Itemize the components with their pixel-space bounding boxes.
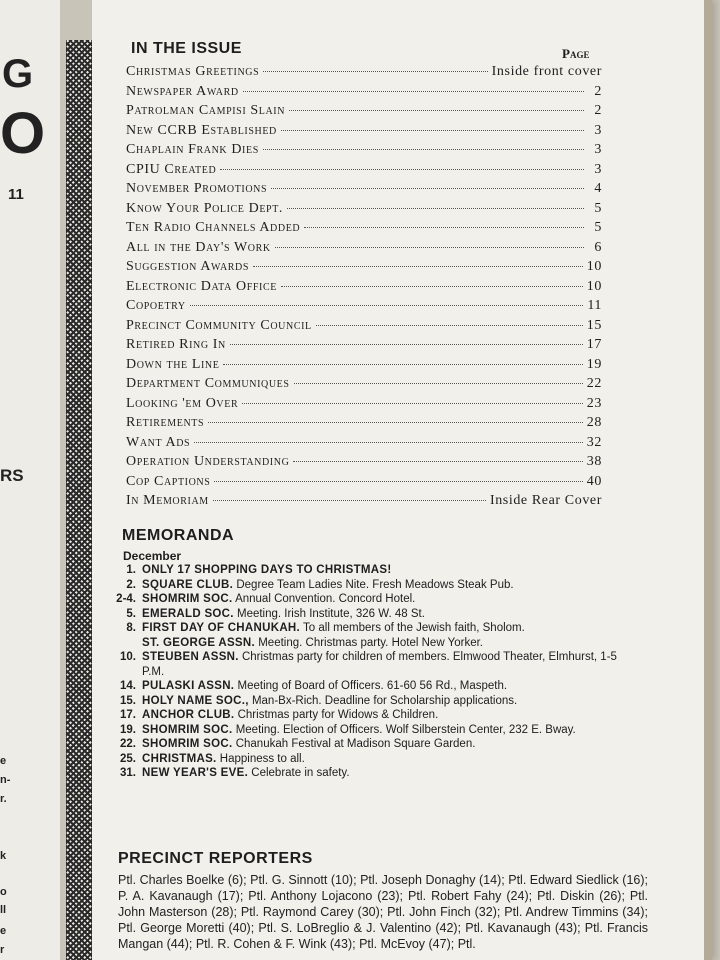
memoranda-detail: Man-Bx-Rich. Deadline for Scholarship applications. xyxy=(251,694,518,707)
toc-entry-page: 3 xyxy=(594,161,602,177)
memoranda-entry xyxy=(106,592,636,607)
memoranda-day: 31. xyxy=(120,767,136,779)
toc-entry-title: Copoetry xyxy=(126,298,186,313)
memoranda-org: SHOMRIM SOC. xyxy=(142,738,233,750)
toc-entry xyxy=(126,298,602,318)
precinct-reporters-heading: PRECINCT REPORTERS xyxy=(118,850,313,867)
toc-entry-page: 10 xyxy=(586,259,602,274)
memoranda-day: 1. xyxy=(126,564,136,576)
toc-leader-dots xyxy=(316,325,583,326)
table-of-contents xyxy=(126,64,602,513)
hatched-border xyxy=(66,40,92,960)
memoranda-day: 8. xyxy=(126,622,136,634)
toc-entry-title: Patrolman Campisi Slain xyxy=(126,103,286,118)
toc-leader-dots xyxy=(220,169,584,170)
memoranda-org: EMERALD SOC. xyxy=(142,607,234,620)
toc-entry xyxy=(126,279,602,299)
toc-entry-title: Electronic Data Office xyxy=(126,278,277,294)
toc-entry-title: Retirements xyxy=(126,415,205,430)
memoranda-event xyxy=(142,737,636,752)
memoranda-heading: MEMORANDA xyxy=(122,527,235,544)
memoranda-org: HOLY NAME SOC., xyxy=(142,694,249,707)
toc-entry-page: 6 xyxy=(594,239,602,255)
prev-page-letter: r. xyxy=(0,793,7,805)
toc-leader-dots xyxy=(287,208,584,209)
memoranda-org: STEUBEN ASSN. xyxy=(142,651,239,663)
toc-entry xyxy=(126,84,602,104)
toc-entry-title: Precinct Community Council xyxy=(126,317,312,333)
toc-entry-title: Ten Radio Channels Added xyxy=(126,220,301,235)
toc-leader-dots xyxy=(289,110,584,111)
memoranda-day: 22. xyxy=(120,738,136,750)
memoranda-org: ST. GEORGE ASSN. xyxy=(142,636,256,649)
toc-entry xyxy=(126,240,602,260)
toc-entry xyxy=(126,123,602,143)
toc-entry xyxy=(126,162,602,182)
toc-entry-page: 2 xyxy=(594,83,602,99)
memoranda-detail: Meeting. Irish Institute, 326 W. 48 St. xyxy=(236,607,425,620)
memoranda-detail: Christmas party for children of members. Elmwood Theater, Elmhurst, 1-5 P.M. xyxy=(142,651,617,678)
memoranda-list xyxy=(106,563,636,781)
toc-entry-page: 32 xyxy=(586,434,602,450)
toc-entry-page: 23 xyxy=(586,395,602,411)
toc-entry-page: 17 xyxy=(586,337,602,352)
memoranda-detail: Meeting. Christmas party. Hotel New Yorker. xyxy=(258,636,483,649)
memoranda-event xyxy=(142,621,636,636)
memoranda-entry xyxy=(106,636,636,651)
page-edge xyxy=(704,0,712,960)
toc-entry-page: 38 xyxy=(586,454,602,469)
memoranda-entry xyxy=(106,752,636,767)
toc-entry xyxy=(126,337,602,357)
memoranda-month: December xyxy=(123,549,182,563)
memoranda-entry xyxy=(106,679,636,694)
toc-entry-page: Inside front cover xyxy=(491,64,602,79)
toc-entry-page: 10 xyxy=(586,278,602,294)
toc-entry xyxy=(126,318,602,338)
toc-entry xyxy=(126,181,602,201)
memoranda-day: 25. xyxy=(120,752,136,765)
memoranda-detail: Happiness to all. xyxy=(219,752,305,765)
memoranda-entry xyxy=(106,607,636,622)
toc-heading: IN THE ISSUE xyxy=(131,40,242,57)
memoranda-event xyxy=(142,563,636,578)
memoranda-entry xyxy=(106,766,636,781)
toc-entry xyxy=(126,64,602,84)
toc-entry xyxy=(126,220,602,240)
toc-entry xyxy=(126,415,602,435)
memoranda-entry xyxy=(106,723,636,738)
memoranda-entry xyxy=(106,578,636,593)
prev-page-letter-o: O xyxy=(0,101,46,166)
memoranda-detail: To all members of the Jewish faith, Sholom. xyxy=(303,622,525,634)
toc-page-column-label: Page xyxy=(562,46,590,61)
memoranda-day: 5. xyxy=(126,607,136,620)
memoranda-org: SHOMRIM SOC. xyxy=(142,723,233,736)
memoranda-day: 15. xyxy=(120,694,136,707)
toc-leader-dots xyxy=(275,247,584,248)
toc-leader-dots xyxy=(281,130,584,131)
toc-entry-page: 11 xyxy=(587,298,602,313)
prev-page-letter: e xyxy=(0,925,7,937)
toc-entry-page: 5 xyxy=(594,200,602,216)
memoranda-entry xyxy=(106,563,636,578)
toc-entry-title: November Promotions xyxy=(126,181,268,196)
memoranda-event xyxy=(142,607,636,622)
memoranda-day xyxy=(106,636,142,651)
prev-page-letter: ll xyxy=(0,904,7,916)
toc-entry-title: Know Your Police Dept. xyxy=(126,200,284,216)
toc-entry-title: Down the Line xyxy=(126,356,220,372)
toc-entry xyxy=(126,103,602,123)
prev-page-letter: k xyxy=(0,850,7,862)
toc-entry xyxy=(126,396,602,416)
memoranda-event xyxy=(142,592,636,607)
memoranda-entry xyxy=(106,694,636,709)
memoranda-detail: Celebrate in safety. xyxy=(251,767,350,779)
toc-leader-dots xyxy=(223,364,582,365)
toc-entry xyxy=(126,259,602,279)
memoranda-detail: Christmas party for Widows & Children. xyxy=(237,709,439,721)
toc-leader-dots xyxy=(214,481,582,482)
memoranda-day: 17. xyxy=(120,709,136,721)
toc-entry-page: 15 xyxy=(586,317,602,333)
toc-entry-title: Chaplain Frank Dies xyxy=(126,142,259,157)
toc-entry-title: Newspaper Award xyxy=(126,83,239,99)
toc-entry-title: Retired Ring In xyxy=(126,337,226,352)
memoranda-org: NEW YEAR'S EVE. xyxy=(142,767,249,779)
toc-entry-page: 2 xyxy=(594,103,602,118)
toc-entry-title: All in the Day's Work xyxy=(126,239,271,255)
memoranda-day: 14. xyxy=(120,680,136,692)
memoranda-event xyxy=(142,766,636,781)
toc-entry xyxy=(126,493,602,513)
toc-entry-title: Department Communiques xyxy=(126,376,290,391)
toc-entry xyxy=(126,474,602,494)
memoranda-detail: Meeting of Board of Officers. 61-60 56 Rd., Maspeth. xyxy=(237,680,508,692)
toc-entry-title: Looking 'em Over xyxy=(126,395,239,411)
toc-entry-page: 3 xyxy=(594,122,602,138)
memoranda-org: CHRISTMAS. xyxy=(142,752,217,765)
toc-entry-page: 3 xyxy=(594,142,602,157)
toc-entry xyxy=(126,454,602,474)
memoranda-entry xyxy=(106,621,636,636)
toc-entry-title: Christmas Greetings xyxy=(126,64,260,79)
toc-leader-dots xyxy=(293,461,582,462)
memoranda-org: FIRST DAY OF CHANUKAH. xyxy=(142,622,301,634)
toc-entry-title: Want Ads xyxy=(126,434,191,450)
toc-leader-dots xyxy=(208,422,583,423)
toc-leader-dots xyxy=(281,286,583,287)
precinct-reporters-text: Ptl. Charles Boelke (6); Ptl. G. Sinnott (10); Ptl. Joseph Donaghy (14); Ptl. Edward Siedlick (16); P. A. Kavanaugh (17); Ptl. Anthony Lojacono (23); Ptl. Robert Fahy (24); Ptl. Diskin (26); Ptl. John Masterson (28); Ptl. Raymond Carey (30); Ptl. John Finch (32); Ptl. Andrew Timmins (34); Ptl. George Moretti (40); Ptl. S. LoBreglio & J. Valentino (42); Ptl. Kavanaugh (43); Ptl. Francis Mangan (44); Ptl. R. Cohen & F. Wink (43); Ptl. McEvoy (47); Ptl. xyxy=(118,873,648,951)
toc-entry xyxy=(126,435,602,455)
toc-leader-dots xyxy=(190,305,584,306)
memoranda-detail: Degree Team Ladies Nite. Fresh Meadows Steak Pub. xyxy=(236,578,514,591)
prev-page-letter: r xyxy=(0,944,5,956)
toc-entry xyxy=(126,376,602,396)
toc-entry-title: CPIU Created xyxy=(126,161,217,177)
toc-entry xyxy=(126,201,602,221)
toc-leader-dots xyxy=(304,227,584,228)
toc-entry-title: New CCRB Established xyxy=(126,122,277,138)
memoranda-day: 2-4. xyxy=(116,593,136,605)
memoranda-detail: Annual Convention. Concord Hotel. xyxy=(235,593,416,605)
memoranda-event xyxy=(142,636,636,651)
memoranda-event xyxy=(142,708,636,723)
toc-entry-title: In Memoriam xyxy=(126,493,209,508)
memoranda-entry xyxy=(106,650,636,679)
prev-page-fragment-rs: RS xyxy=(0,466,24,485)
prev-page-letter: n- xyxy=(0,774,11,786)
memoranda-event xyxy=(142,578,636,593)
toc-leader-dots xyxy=(294,383,583,384)
memoranda-day: 2. xyxy=(126,578,136,591)
memoranda-event xyxy=(142,679,636,694)
toc-entry-page: 5 xyxy=(594,220,602,235)
memoranda-event xyxy=(142,694,636,709)
toc-entry-page: 22 xyxy=(586,376,602,391)
prev-page-letter: e xyxy=(0,755,7,767)
toc-leader-dots xyxy=(271,188,584,189)
toc-entry-page: 19 xyxy=(586,356,602,372)
toc-entry xyxy=(126,142,602,162)
toc-entry-title: Cop Captions xyxy=(126,473,211,489)
toc-leader-dots xyxy=(253,266,583,267)
memoranda-org: ONLY 17 SHOPPING DAYS TO CHRISTMAS! xyxy=(142,564,392,576)
toc-leader-dots xyxy=(243,91,584,92)
toc-leader-dots xyxy=(263,149,584,150)
toc-leader-dots xyxy=(230,344,583,345)
memoranda-event xyxy=(142,752,636,767)
prev-page-letter: o xyxy=(0,886,7,898)
prev-page-issue-number: 11 xyxy=(8,186,24,203)
toc-entry-page: 40 xyxy=(586,473,602,489)
prev-page-letter-g: G xyxy=(2,52,34,96)
memoranda-detail: Meeting. Election of Officers. Wolf Silberstein Center, 232 E. Bway. xyxy=(235,723,576,736)
toc-leader-dots xyxy=(194,442,583,443)
toc-entry-page: 28 xyxy=(586,415,602,430)
toc-entry-title: Operation Understanding xyxy=(126,454,290,469)
toc-leader-dots xyxy=(242,403,583,404)
toc-entry-title: Suggestion Awards xyxy=(126,259,250,274)
memoranda-org: SQUARE CLUB. xyxy=(142,578,234,591)
memoranda-day: 19. xyxy=(120,723,136,736)
memoranda-event xyxy=(142,650,636,679)
memoranda-org: ANCHOR CLUB. xyxy=(142,709,235,721)
toc-entry-page: Inside Rear Cover xyxy=(489,493,602,508)
toc-leader-dots xyxy=(213,500,486,501)
toc-entry-page: 4 xyxy=(594,181,602,196)
magazine-page xyxy=(92,0,712,960)
memoranda-day: 10. xyxy=(120,651,136,663)
memoranda-org: PULASKI ASSN. xyxy=(142,680,235,692)
memoranda-org: SHOMRIM SOC. xyxy=(142,593,233,605)
memoranda-detail: Chanukah Festival at Madison Square Garden. xyxy=(235,738,476,750)
toc-entry xyxy=(126,357,602,377)
memoranda-event xyxy=(142,723,636,738)
previous-page-strip xyxy=(0,0,60,960)
memoranda-entry xyxy=(106,708,636,723)
toc-leader-dots xyxy=(263,71,487,72)
memoranda-entry xyxy=(106,737,636,752)
